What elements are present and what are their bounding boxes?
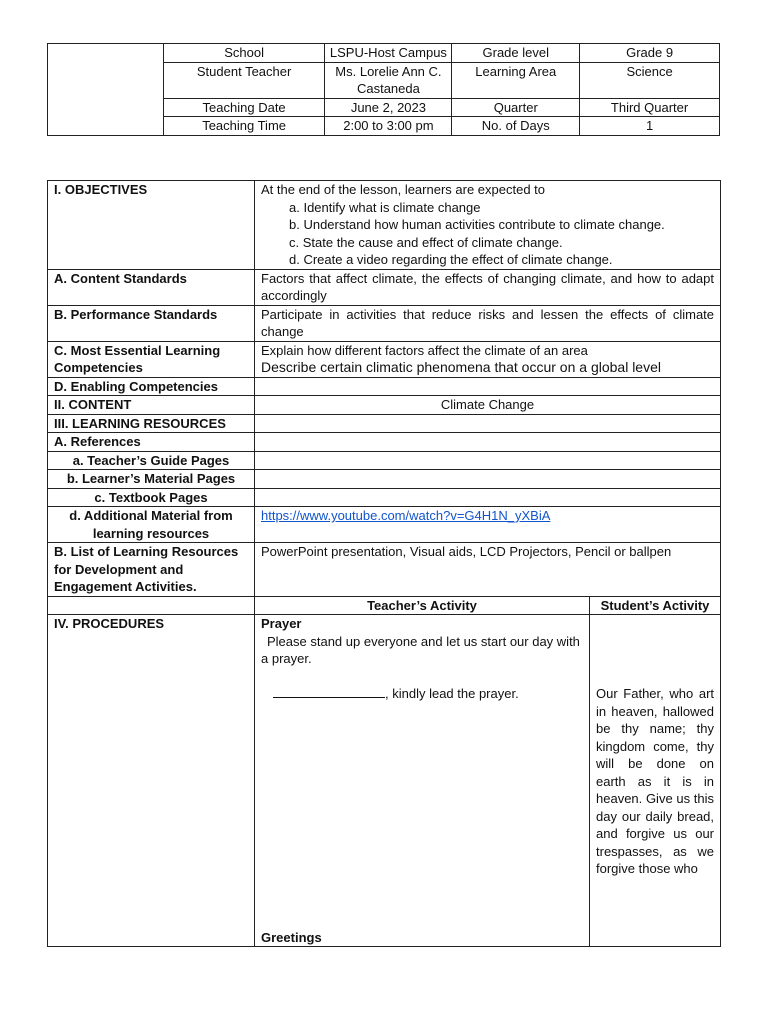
melc-label: C. Most Essential Learning Competencies [48,341,255,377]
procedures-label: IV. PROCEDURES [48,615,255,947]
references-label: A. References [48,433,255,452]
area-label: Learning Area [452,62,580,98]
performance-standards-value: Participate in activities that reduce risks and lessen the effects of climate change [255,305,721,341]
quarter-label: Quarter [452,98,580,117]
teacher-value: Ms. Lorelie Ann C. Castaneda [325,62,452,98]
melc-cell [255,341,721,377]
objective-item: b. Understand how human activities contribute to climate change. [289,217,665,232]
tg-label: a. Teacher’s Guide Pages [48,451,255,470]
lead-prayer-text: , kindly lead the prayer. [385,686,519,701]
teacher-label: Student Teacher [163,62,325,98]
school-value: LSPU-Host Campus [325,44,452,63]
additional-material-label: d. Additional Material from learning resources [48,507,255,543]
resources-label: III. LEARNING RESOURCES [48,414,255,433]
tg-row [48,451,721,470]
melc-item: Describe certain climatic phenomena that occur on a global level [261,359,661,375]
date-value: June 2, 2023 [325,98,452,117]
greetings-heading: Greetings [261,929,322,945]
lead-prayer-line [261,685,583,703]
tb-row [48,488,721,507]
content-standards-label: A. Content Standards [48,269,255,305]
content-row [48,396,721,415]
student-prayer-text: Our Father, who art in heaven, hallowed be thy name; thy kingdom come, thy will be done on earth as it is in heaven. Give us this day our daily bread, and forgive us our trespasses, as we forgive those who [596,686,715,876]
content-value: Climate Change [255,396,721,415]
days-value: 1 [580,117,720,136]
area-value: Science [580,62,720,98]
content-standards-row [48,269,721,305]
prayer-instruction: Please stand up everyone and let us start our day with a prayer. [261,633,580,666]
objectives-cell [255,181,721,270]
performance-standards-label: B. Performance Standards [48,305,255,341]
student-activity-cell [590,615,721,947]
grade-value: Grade 9 [580,44,720,63]
teacher-activity-cell [255,615,590,947]
references-row [48,433,721,452]
quarter-value: Third Quarter [580,98,720,117]
objectives-label: I. OBJECTIVES [48,181,255,270]
date-label: Teaching Date [163,98,325,117]
header-info-table [47,43,720,136]
enabling-label: D. Enabling Competencies [48,377,255,396]
tb-label: c. Textbook Pages [48,488,255,507]
objectives-intro: At the end of the lesson, learners are expected to [261,182,546,197]
grade-label: Grade level [452,44,580,63]
lm-row [48,470,721,489]
lesson-plan-table [47,180,721,947]
list-resources-row [48,543,721,597]
procedures-row [48,615,721,947]
content-label: II. CONTENT [48,396,255,415]
days-label: No. of Days [452,117,580,136]
melc-row [48,341,721,377]
objective-item: c. State the cause and effect of climate change. [289,234,563,250]
resources-row [48,414,721,433]
lm-label: b. Learner’s Material Pages [48,470,255,489]
activity-header-row [48,596,721,615]
school-label: School [163,44,325,63]
objective-item: a. Identify what is climate change [289,199,481,215]
melc-item: Explain how different factors affect the climate of an area [261,342,588,358]
content-standards-value: Factors that affect climate, the effects of changing climate, and how to adapt accordingly [255,269,721,305]
youtube-link[interactable]: https://www.youtube.com/watch?v=G4H1N_yXBiA [261,508,551,523]
time-value: 2:00 to 3:00 pm [325,117,452,136]
logo-cell [48,44,164,136]
list-resources-label: B. List of Learning Resources for Development and Engagement Activities. [48,543,255,597]
name-blank [273,685,385,698]
student-activity-header: Student’s Activity [590,596,721,615]
list-resources-value: PowerPoint presentation, Visual aids, LCD Projectors, Pencil or ballpen [255,543,721,597]
objectives-row [48,181,721,270]
objective-item: d. Create a video regarding the effect of climate change. [289,252,613,267]
enabling-value [255,377,721,396]
performance-standards-row [48,305,721,341]
prayer-heading: Prayer [261,616,302,631]
time-label: Teaching Time [163,117,325,136]
enabling-row [48,377,721,396]
teacher-activity-header: Teacher’s Activity [255,596,590,615]
additional-material-row [48,507,721,543]
